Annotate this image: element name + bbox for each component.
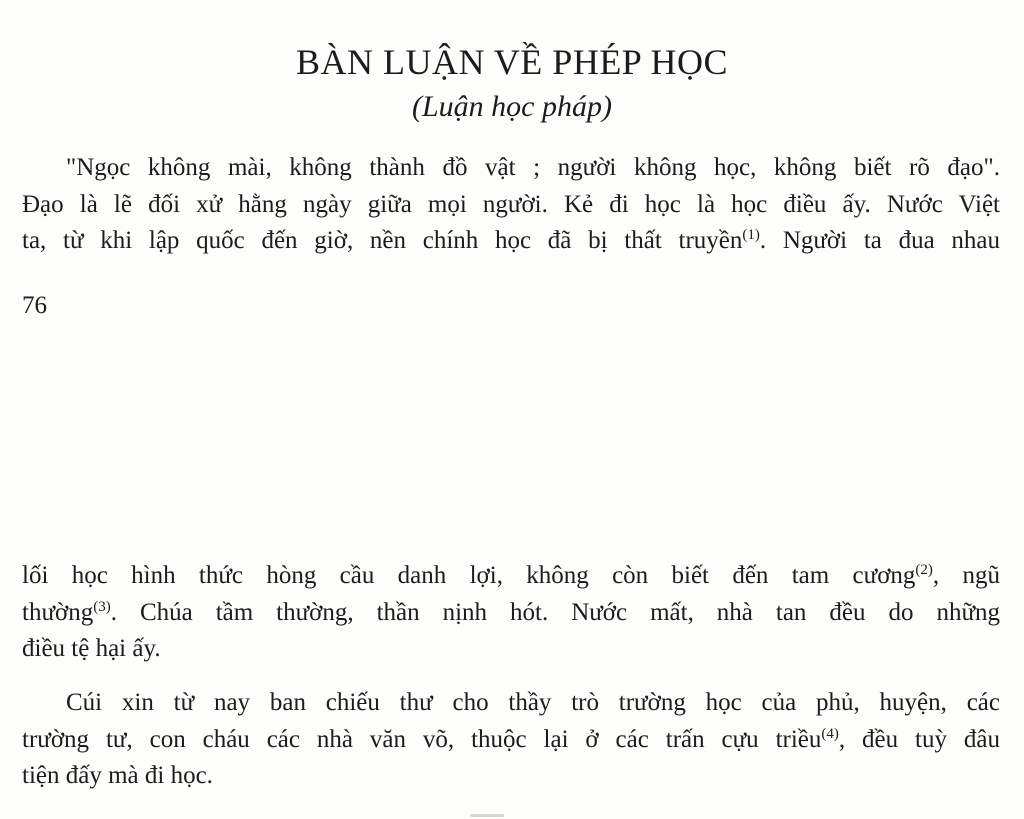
footnote-ref-4: (4) bbox=[821, 725, 839, 742]
paragraph-2-line-1-text-b: , ngũ bbox=[932, 562, 1000, 589]
scan-speck bbox=[470, 814, 504, 817]
paragraph-2-line-3: điều tệ hại ấy. bbox=[22, 635, 161, 662]
footnote-ref-1: (1) bbox=[742, 227, 760, 243]
paragraph-2-line-1 bbox=[22, 558, 1000, 595]
paragraph-3-line-1 bbox=[22, 685, 1000, 722]
footnote-ref-3: (3) bbox=[93, 598, 111, 615]
paragraph-1 bbox=[22, 150, 1000, 260]
paragraph-3 bbox=[22, 685, 1000, 795]
paragraph-2-line-1-text-a: lối học hình thức hòng cầu danh lợi, không còn biết đến tam cương bbox=[22, 562, 916, 589]
paragraph-1-line-2: Đạo là lẽ đối xử hằng ngày giữa mọi người. Kẻ đi học là học điều ấy. Nước Việt bbox=[22, 190, 1000, 218]
paragraph-1-line-1-text: "Ngọc không mài, không thành đồ vật ; người không học, không biết rõ đạo". bbox=[66, 154, 1000, 181]
page-subtitle: (Luận học pháp) bbox=[412, 90, 612, 123]
page-number: 76 bbox=[22, 292, 47, 319]
page-title: BÀN LUẬN VỀ PHÉP HỌC bbox=[295, 42, 729, 82]
paragraph-3-line-3: tiện đấy mà đi học. bbox=[22, 762, 213, 789]
paragraph-1-line-3-text-a: ta, từ khi lập quốc đến giờ, nền chính học đã bị thất truyền bbox=[22, 227, 743, 254]
paragraph-1-line-1 bbox=[22, 150, 1000, 187]
paragraph-2-line-2-text-b: . Chúa tầm thường, thần nịnh hót. Nước mất, nhà tan đều do những bbox=[110, 598, 1000, 626]
footnote-ref-2: (2) bbox=[915, 562, 933, 578]
paragraph-2-line-2 bbox=[22, 595, 1000, 632]
paragraph-3-line-2 bbox=[22, 722, 1000, 759]
paragraph-1-line-3-text-b: . Người ta đua nhau bbox=[759, 227, 1000, 254]
paragraph-3-line-2-text-a: trường tư, con cháu các nhà văn võ, thuộc lại ở các trấn cựu triều bbox=[22, 725, 822, 753]
paragraph-3-line-2-text-b: , đều tuỳ đâu bbox=[838, 725, 1001, 753]
paragraph-2-line-2-text-a: thường bbox=[22, 598, 94, 626]
paragraph-1-line-3 bbox=[22, 223, 1000, 260]
paragraph-2 bbox=[22, 558, 1000, 668]
paragraph-3-line-1-text: Cúi xin từ nay ban chiếu thư cho thầy trò trường học của phủ, huyện, các bbox=[66, 689, 1000, 716]
